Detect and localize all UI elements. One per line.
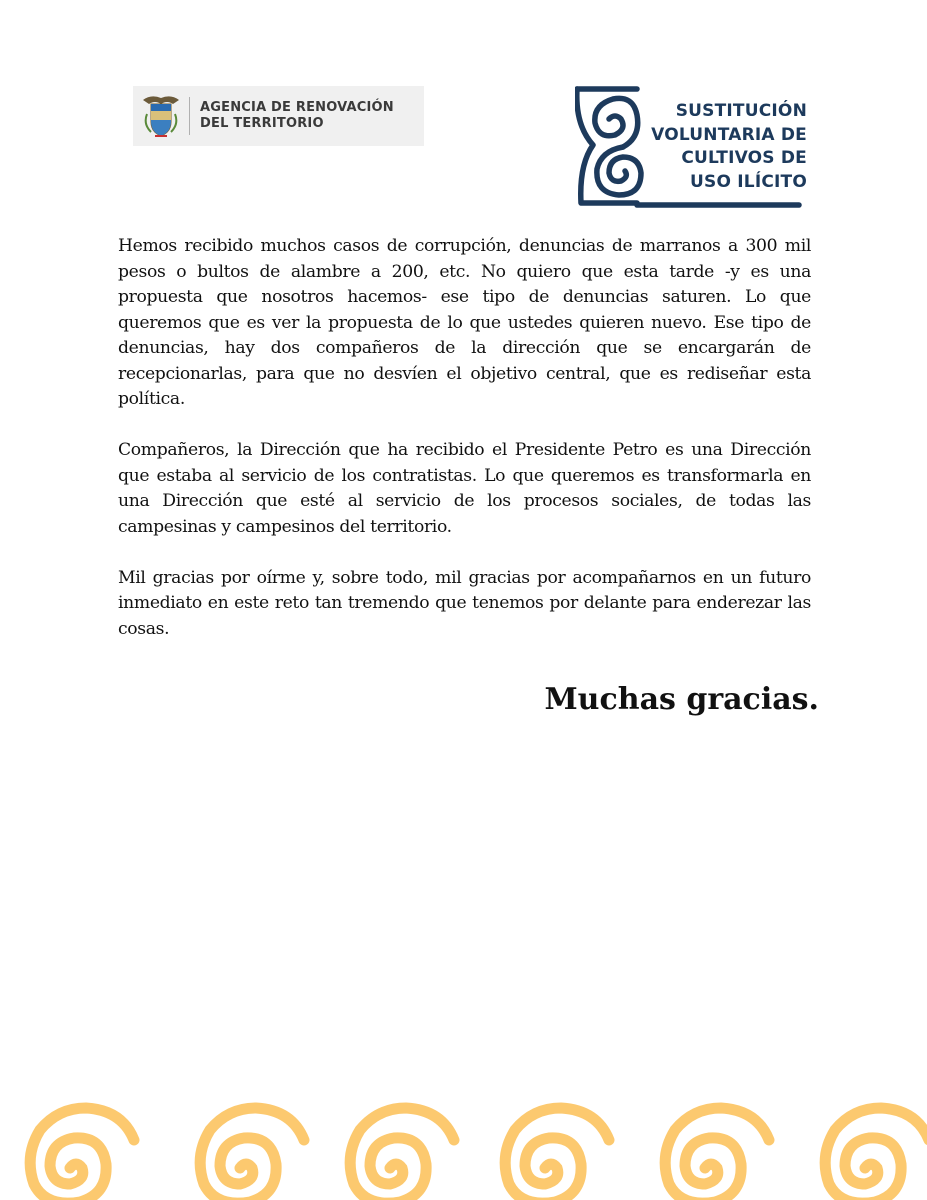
agency-logo xyxy=(133,86,424,146)
paragraph: Hemos recibido muchos casos de corrupción, denuncias de marranos a 300 mil pesos o bultos de alambre a 200, etc. No quiero que esta tarde -y es una propuesta que nosotros hacemos- ese tipo de denuncias saturen. Lo que queremos que es ver la propuesta de lo que ustedes quieren nuevo. Ese tipo de denuncias, hay dos compañeros de la dirección que se encargarán de recepcionarlas, para que no desvíen el objetivo central, que es rediseñar esta política. xyxy=(118,236,811,409)
paragraph: Compañeros, la Dirección que ha recibido el Presidente Petro es una Dirección que estaba al servicio de los contratistas. Lo que queremos es transformarla en una Dirección que esté al servicio de los procesos sociales, de todas las campesinas y campesinos del territorio. xyxy=(118,440,811,537)
paragraph: Mil gracias por oírme y, sobre todo, mil gracias por acompañarnos en un futuro inmediato en este reto tan tremendo que tenemos por delante para enderezar las cosas. xyxy=(118,567,811,639)
program-name-line4: USO ILÍCITO xyxy=(690,171,807,192)
colombia-coat-of-arms-icon xyxy=(139,92,183,140)
program-name xyxy=(647,100,807,194)
program-logo xyxy=(575,85,805,210)
closing-remark: Muchas gracias. xyxy=(544,682,819,717)
program-name-line2: VOLUNTARIA DE xyxy=(651,124,807,145)
agency-name-line2: DEL TERRITORIO xyxy=(200,116,324,131)
program-name-line3: CULTIVOS DE xyxy=(681,148,807,168)
yellow-spirals-icon xyxy=(0,1076,927,1200)
program-name-line1: SUSTITUCIÓN xyxy=(675,101,807,121)
speech-body xyxy=(118,234,811,668)
agency-name xyxy=(200,100,394,132)
agency-name-line1: AGENCIA DE RENOVACIÓN xyxy=(200,100,394,115)
logo-divider xyxy=(189,97,190,135)
